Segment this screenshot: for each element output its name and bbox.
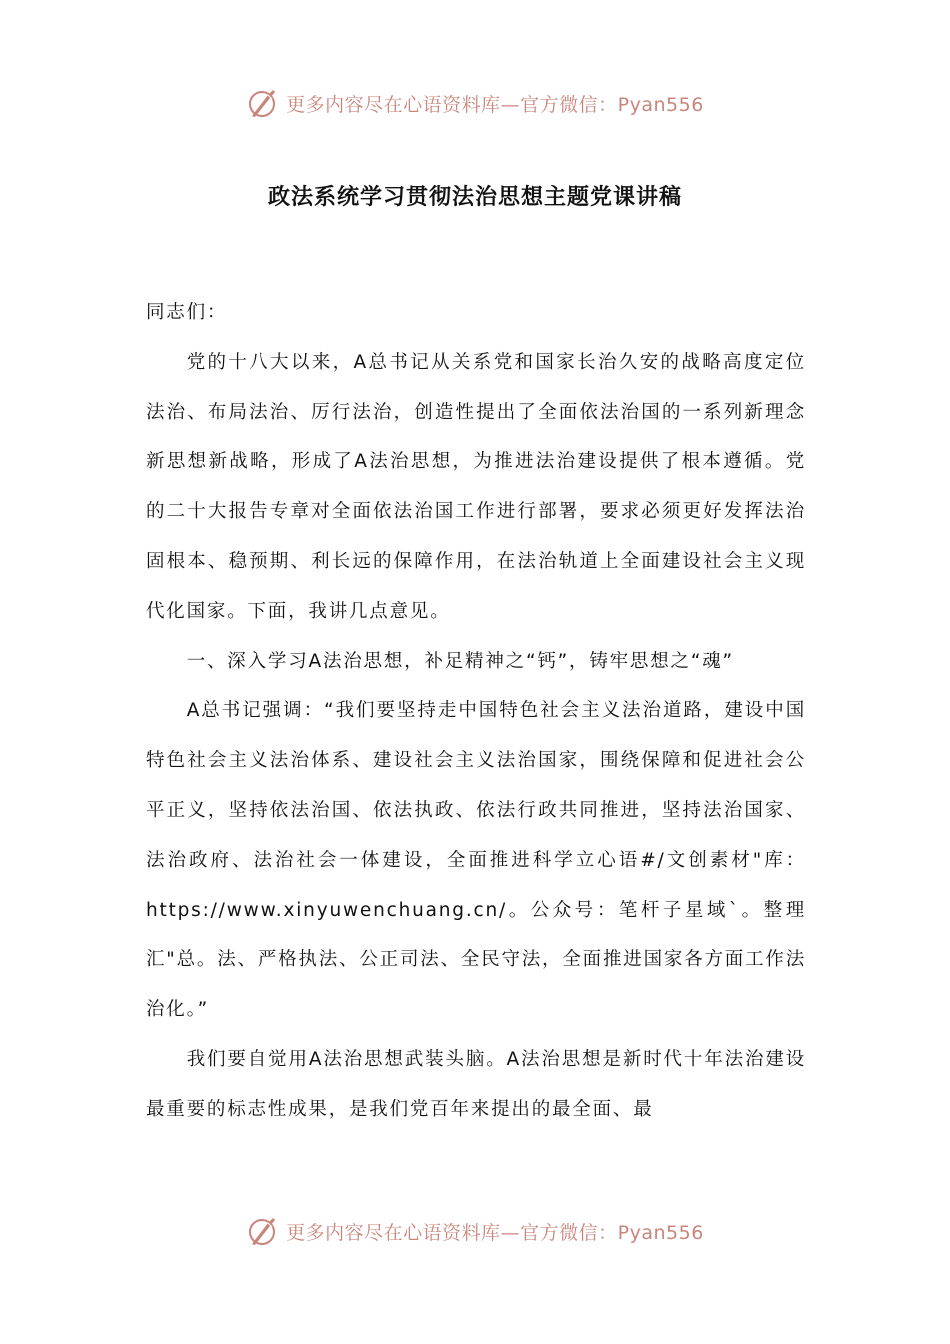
greeting: 同志们： (146, 302, 228, 323)
document-body (146, 288, 806, 1135)
footer-banner (0, 1211, 950, 1251)
paragraph: 党的十八大以来，A总书记从关系党和国家长治久安的战略高度定位法治、布局法治、厉行法治，创造性提出了全面依法治国的一系列新理念新思想新战略，形成了A法治思想，为推进法治建设提供了根本遵循。党的二十大报告专章对全面依法治国工作进行部署，要求必须更好发挥法治固根本、稳预期、利长远的保障作用，在法治轨道上全面建设社会主义现代化国家。下面，我讲几点意见。 (146, 351, 806, 622)
header-banner (0, 83, 950, 123)
document-title: 政法系统学习贯彻法治思想主题党课讲稿 (267, 184, 682, 210)
banner-label: 更多内容尽在心语资料库—官方微信： (286, 1221, 618, 1244)
banner-text (286, 1218, 704, 1245)
banner-text (286, 90, 704, 117)
quill-pen-logo-icon (246, 1214, 280, 1248)
paragraph: A总书记强调：“我们要坚持走中国特色社会主义法治道路，建设中国特色社会主义法治体系、建设社会主义法治国家，围绕保障和促进社会公平正义，坚持依法治国、依法执政、依法行政共同推进，坚持法治国家、法治政府、法治社会一体建设，全面推进科学立心语#/文创素材"库：https://www.xinyuwenchuang.cn/。公众号：笔杆子星域`。整理汇"总。法、严格执法、公正司法、全民守法，全面推进国家各方面工作法治化。” (146, 700, 806, 1021)
wechat-id: Pyan556 (617, 93, 704, 116)
wechat-id: Pyan556 (617, 1221, 704, 1244)
section-heading: 一、深入学习A法治思想，补足精神之“钙”，铸牢思想之“魂” (186, 650, 734, 672)
paragraph: 我们要自觉用A法治思想武装头脑。A法治思想是新时代十年法治建设最重要的标志性成果，是我们党百年来提出的最全面、最 (146, 1048, 806, 1120)
quill-pen-logo-icon (246, 86, 280, 120)
banner-label: 更多内容尽在心语资料库—官方微信： (286, 93, 618, 116)
